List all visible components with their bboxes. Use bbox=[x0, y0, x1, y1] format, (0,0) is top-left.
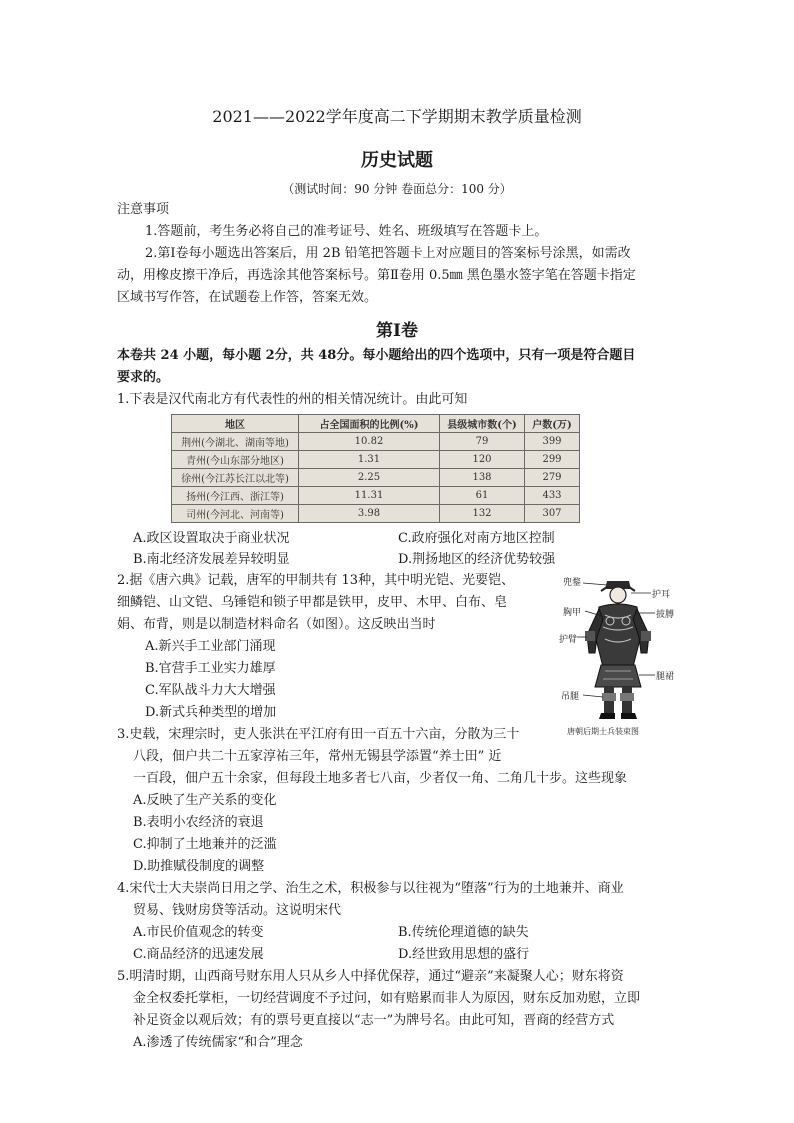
table-row bbox=[172, 433, 580, 451]
table-header: 户数(万) bbox=[525, 415, 580, 433]
notice-item: 2.第Ⅰ卷每小题选出答案后，用 2B 铅笔把答题卡上对应题目的答案标号涂黑，如需改 bbox=[145, 246, 631, 261]
table-cell: 279 bbox=[525, 469, 580, 487]
q3-stem-line: 一百段，佃户五十余家，但每段土地多者七八亩，少者仅一角、二角几十步。这些现象 bbox=[133, 771, 628, 786]
table-cell: 120 bbox=[440, 451, 525, 469]
q2-option-c: C.军队战斗力大大增强 bbox=[145, 683, 276, 698]
q1-option-a: A.政区设置取决于商业状况 bbox=[133, 531, 290, 546]
q2-stem-line: 细鳞铠、山文铠、乌锤铠和锁子甲都是铁甲，皮甲、木甲、白布、皂 bbox=[117, 595, 508, 610]
q3-option-c: C.抑制了土地兼并的泛滥 bbox=[133, 837, 277, 852]
figure-label: 腿裙 bbox=[656, 672, 675, 682]
table-cell: 399 bbox=[525, 433, 580, 451]
q4-stem-line: 4.宋代士大夫崇尚日用之学、治生之术，积极参与以往视为“堕落”行为的土地兼并、商业 bbox=[117, 881, 624, 896]
table-cell: 扬州(今江西、浙江等) bbox=[172, 487, 299, 505]
table-cell: 138 bbox=[440, 469, 525, 487]
q2-option-b: B.官营手工业实力雄厚 bbox=[145, 661, 276, 676]
q4-option-a: A.市民价值观念的转变 bbox=[133, 925, 264, 940]
table-row bbox=[172, 469, 580, 487]
q4-option-c: C.商品经济的迅速发展 bbox=[133, 947, 264, 962]
figure-label: 胸甲 bbox=[563, 608, 582, 618]
q2-option-d: D.新式兵种类型的增加 bbox=[145, 705, 277, 720]
table-cell: 299 bbox=[525, 451, 580, 469]
table-cell: 2.25 bbox=[299, 469, 440, 487]
table-cell: 司州(今河北、河南等) bbox=[172, 505, 299, 523]
notice-item: 1.答题前，考生务必将自己的准考证号、姓名、班级填写在答题卡上。 bbox=[145, 224, 548, 239]
exam-meta: （测试时间：90 分钟 卷面总分：100 分） bbox=[282, 182, 512, 196]
q2-stem-line: 娟、布背，则是以制造材料命名（如图）。这反映出当时 bbox=[117, 617, 436, 632]
q3-stem-line: 八段，佃户共二十五家淳祐三年，常州无锡县学添置“养士田” 近 bbox=[133, 749, 502, 764]
q5-stem-line: 5.明清时期，山西商号财东用人只从乡人中择优保荐，通过“避亲”来凝聚人心；财东将资 bbox=[117, 969, 624, 984]
q3-option-b: B.表明小农经济的衰退 bbox=[133, 815, 264, 830]
table-header: 地区 bbox=[172, 415, 299, 433]
table-cell: 61 bbox=[440, 487, 525, 505]
q4-option-b: B.传统伦理道德的缺失 bbox=[398, 925, 529, 940]
figure-label: 吊腿 bbox=[561, 692, 580, 702]
subject-title: 历史试题 bbox=[361, 150, 433, 171]
q1-option-c: C.政府强化对南方地区控制 bbox=[398, 531, 555, 546]
table-cell: 11.31 bbox=[299, 487, 440, 505]
table-row bbox=[172, 487, 580, 505]
notice-item: 区域书写作答，在试题卷上作答，答案无效。 bbox=[117, 290, 378, 305]
q2-option-a: A.新兴手工业部门涌现 bbox=[145, 639, 276, 654]
table-row bbox=[172, 505, 580, 523]
exam-header: 2021——2022学年度高二下学期期末教学质量检测 bbox=[212, 107, 582, 126]
table-header: 县级城市数(个) bbox=[440, 415, 525, 433]
table-cell: 荆州(今湖北、湖南等地) bbox=[172, 433, 299, 451]
table-cell: 徐州(今江苏长江以北等) bbox=[172, 469, 299, 487]
table-cell: 132 bbox=[440, 505, 525, 523]
figure-label: 兜鍪 bbox=[563, 578, 582, 588]
notice-item: 动，用橡皮擦干净后，再选涂其他答案标号。第Ⅱ卷用 0.5㎜ 黑色墨水签字笔在答题卡指定 bbox=[117, 268, 636, 283]
q4-stem-line: 贸易、钱财房贷等活动。这说明宋代 bbox=[133, 903, 342, 918]
q1-option-b: B.南北经济发展差异较明显 bbox=[133, 552, 290, 567]
q3-stem-line: 3.史载，宋理宗时，吏人张洪在平江府有田一百五十六亩，分散为三十 bbox=[117, 727, 520, 742]
table-header-row bbox=[172, 415, 580, 433]
table-row bbox=[172, 451, 580, 469]
table-cell: 10.82 bbox=[299, 433, 440, 451]
q5-stem-line: 补足资金以观后效；有的票号更直接以“志一”为牌号名。由此可知，晋商的经营方式 bbox=[133, 1013, 615, 1028]
table-cell: 3.98 bbox=[299, 505, 440, 523]
q1-option-d: D.荆扬地区的经济优势较强 bbox=[398, 552, 556, 567]
q5-stem-line: 金全权委托掌柜，一切经营调度不予过问，如有赔累而非人为原因，财东反加劝慰，立即 bbox=[133, 991, 641, 1006]
figure-label: 护臂 bbox=[559, 635, 578, 645]
figure-label: 护耳 bbox=[652, 590, 671, 600]
figure-caption: 唐朝后期士兵装束图 bbox=[567, 727, 639, 736]
q1-table bbox=[171, 414, 580, 523]
q2-stem-line: 2.据《唐六典》记载，唐军的甲制共有 13种，其中明光铠、光要铠、 bbox=[117, 573, 515, 588]
table-cell: 1.31 bbox=[299, 451, 440, 469]
table-cell: 79 bbox=[440, 433, 525, 451]
notice-title: 注意事项 bbox=[117, 202, 170, 217]
table-cell: 433 bbox=[525, 487, 580, 505]
section-intro: 要求的。 bbox=[117, 370, 170, 385]
table-cell: 青州(今山东部分地区) bbox=[172, 451, 299, 469]
table-cell: 307 bbox=[525, 505, 580, 523]
q3-option-d: D.助推赋役制度的调整 bbox=[133, 859, 265, 874]
section-intro: 本卷共 24 小题，每小题 2分，共 48分。每小题给出的四个选项中，只有一项是符合题目 bbox=[117, 348, 636, 363]
table-header: 占全国面积的比例(%) bbox=[299, 415, 440, 433]
soldier-figure bbox=[559, 575, 677, 740]
q5-option-a: A.渗透了传统儒家“和合”理念 bbox=[133, 1035, 303, 1050]
q1-stem: 1.下表是汉代南北方有代表性的州的相关情况统计。由此可知 bbox=[117, 392, 468, 407]
q4-option-d: D.经世致用思想的盛行 bbox=[398, 947, 530, 962]
section-title: 第Ⅰ卷 bbox=[376, 321, 418, 341]
figure-label: 披膊 bbox=[656, 610, 675, 620]
q3-option-a: A.反映了生产关系的变化 bbox=[133, 793, 277, 808]
